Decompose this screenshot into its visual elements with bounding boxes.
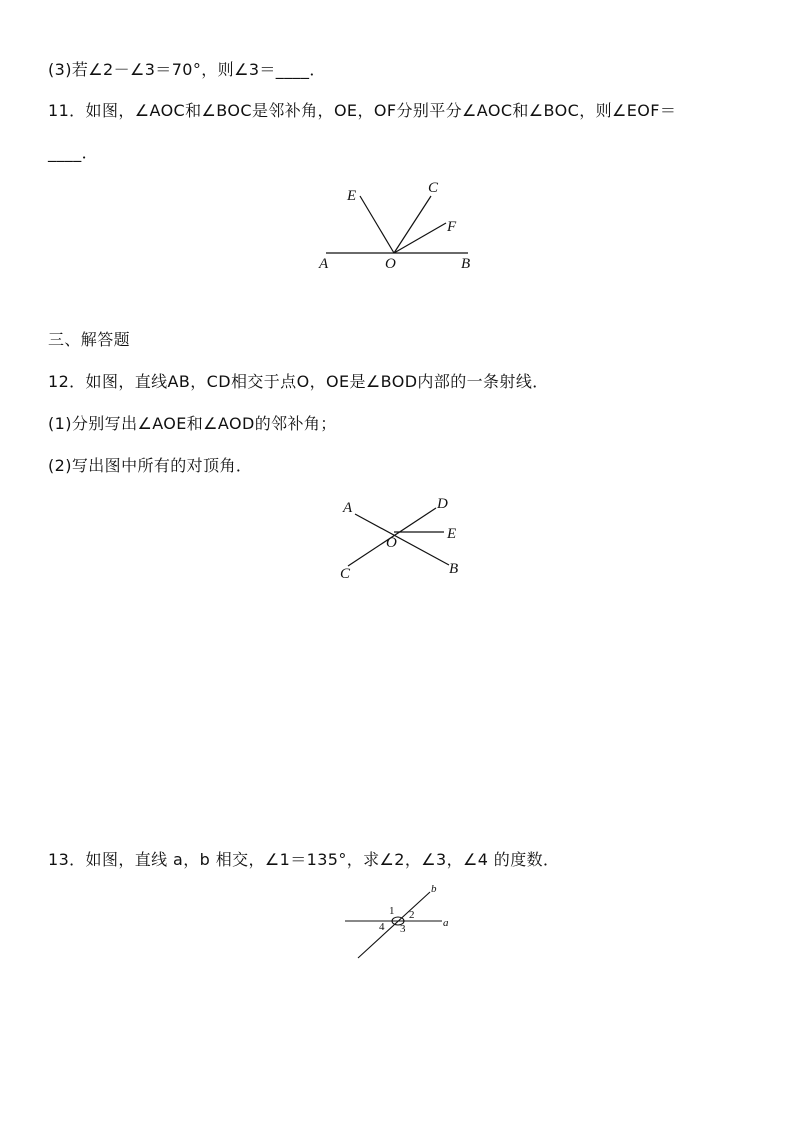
q11-stem-line2: ____． bbox=[48, 143, 98, 162]
q12-label-e: E bbox=[447, 526, 457, 542]
q13-line-b bbox=[358, 892, 430, 958]
q12-stem: 12．如图，直线AB，CD相交于点O，OE是∠BOD内部的一条射线． bbox=[48, 372, 549, 391]
q12-line-cd bbox=[348, 508, 436, 566]
q12-line-ab bbox=[355, 514, 449, 565]
q11-label-f: F bbox=[447, 219, 457, 235]
q11-ray-of bbox=[394, 223, 446, 253]
q12-label-a: A bbox=[343, 500, 353, 516]
q12-part2: (2)写出图中所有的对顶角． bbox=[48, 456, 253, 475]
q13-label-b: b bbox=[431, 883, 437, 895]
q12-label-o: O bbox=[386, 535, 397, 551]
q13-angle-2: 2 bbox=[409, 909, 415, 921]
q13-stem: 13．如图，直线 a，b 相交，∠1＝135°，求∠2，∠3，∠4 的度数． bbox=[48, 850, 560, 869]
q12-label-b: B bbox=[449, 561, 459, 577]
q12-part1: (1)分别写出∠AOE和∠AOD的邻补角； bbox=[48, 414, 337, 433]
q11-ray-oc bbox=[394, 196, 431, 253]
q11-ray-oe bbox=[360, 196, 394, 253]
q11-label-b: B bbox=[461, 256, 471, 272]
q10-part3-text: (3)若∠2－∠3＝70°，则∠3＝____． bbox=[48, 60, 326, 79]
q13-angle-1: 1 bbox=[389, 905, 395, 917]
q11-stem-line1: 11．如图，∠AOC和∠BOC是邻补角，OE，OF分别平分∠AOC和∠BOC，则∠EOF＝ bbox=[48, 101, 677, 120]
q13-label-a: a bbox=[443, 917, 449, 929]
q13-angle-3: 3 bbox=[400, 923, 406, 935]
q11-label-a: A bbox=[319, 256, 329, 272]
q11-label-c: C bbox=[428, 180, 439, 196]
q13-angle-4: 4 bbox=[379, 921, 385, 933]
q11-label-o: O bbox=[385, 256, 396, 272]
section3-title: 三、解答题 bbox=[48, 330, 131, 349]
q13-angle-mark bbox=[392, 917, 404, 925]
q12-label-d: D bbox=[437, 496, 448, 512]
q11-label-e: E bbox=[347, 188, 357, 204]
q12-label-c: C bbox=[340, 566, 351, 582]
